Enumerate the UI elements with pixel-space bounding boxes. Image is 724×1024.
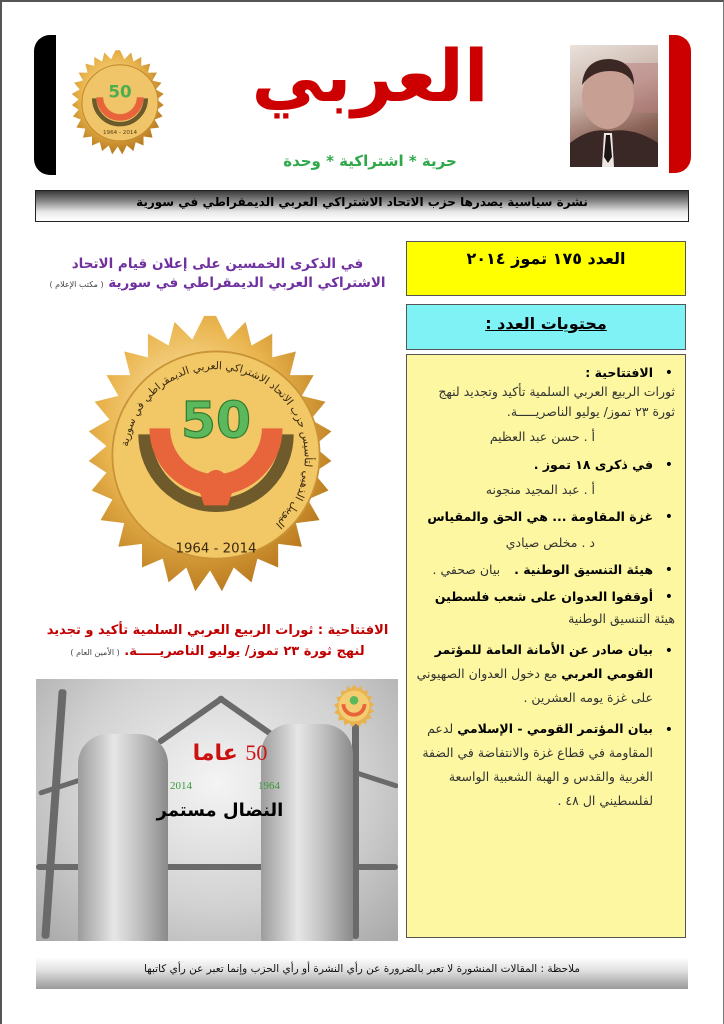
- disclaimer-text: ملاحظة : المقالات المنشورة لا تعبر بالضرورة عن رأي النشرة أو رأي الحزب وإنما تعبر عن رأي كاتبها: [143, 963, 581, 975]
- bullet-icon: •: [664, 562, 673, 578]
- poster-slogan: النضال مستمر: [156, 800, 284, 821]
- anniversary-credit: ( مكتب الإعلام ): [49, 279, 104, 289]
- bullet-icon: •: [664, 722, 673, 739]
- flag-bar-black: [34, 35, 56, 175]
- toc-title: بيان صادر عن الأمانة العامة للمؤتمر القومي العربي: [434, 642, 653, 681]
- toc-title: غزة المقاومة ... هي الحق والمقياس: [427, 509, 653, 525]
- seal-years: 1964 - 2014: [102, 130, 138, 137]
- contents-heading-text: محتويات العدد :: [485, 314, 607, 333]
- editorial-heading[interactable]: [40, 620, 395, 663]
- toc-author: د . مخلص صيادي: [505, 534, 595, 550]
- toc-desc: بيان صحفي .: [432, 562, 501, 577]
- toc-item[interactable]: [415, 363, 675, 421]
- poster-fifty-years: [170, 740, 290, 766]
- toc-item[interactable]: [415, 507, 675, 526]
- seal-number: 50: [108, 81, 132, 102]
- toc-source: هيئة التنسيق الوطنية: [568, 610, 675, 626]
- toc-item[interactable]: [415, 560, 675, 579]
- toc-title: الافتتاحية :: [585, 365, 653, 380]
- poster-bar: [157, 695, 226, 746]
- anniversary-heading: [40, 255, 395, 293]
- subtitle-banner: [35, 190, 689, 222]
- flag-bar-red: [669, 35, 691, 173]
- issue-number-box: [406, 241, 686, 296]
- seal-years: 1964 - 2014: [175, 541, 257, 557]
- poster-bar: [352, 719, 359, 939]
- poster-fifty-number: 50: [245, 740, 268, 765]
- portrait-figure-icon: [570, 45, 658, 167]
- toc-item[interactable]: [415, 455, 675, 474]
- disclaimer-banner: [36, 957, 688, 989]
- contents-heading: [406, 304, 686, 350]
- poster-fifty-word: عاما: [192, 741, 238, 766]
- toc-item[interactable]: [415, 587, 675, 606]
- poster-left-fist: [78, 734, 168, 941]
- bullet-icon: •: [664, 643, 673, 660]
- toc-item[interactable]: [415, 638, 675, 709]
- toc-title: في ذكرى ١٨ تموز .: [533, 456, 653, 472]
- masthead-slogan: حرية * اشتراكية * وحدة: [283, 152, 457, 170]
- toc-title: هيئة التنسيق الوطنية .: [514, 562, 653, 577]
- anniversary-heading-text: في الذكرى الخمسين على إعلان قيام الاتحاد الاشتراكي العربي الديمقراطي في سورية: [71, 256, 386, 291]
- toc-title: أوقفوا العدوان على شعب فلسطين: [434, 589, 653, 605]
- toc-desc: لدعم المقاومة في قطاع غزة والانتفاضة في الضفة الغربية والقدس و الهبة الشعبية الواسعة لفلسطيني ال ٤٨ .: [422, 721, 653, 808]
- poster-year-start: 1964: [258, 780, 280, 792]
- seal-number: 50: [180, 390, 252, 450]
- toc-author: أ . عبد المجيد منجونه: [485, 481, 595, 497]
- toc-title: بيان المؤتمر القومي - الإسلامي: [457, 721, 653, 737]
- toc-desc: مع دخول العدوان الصهيوني على غزة يومه العشرين .: [416, 665, 653, 705]
- table-of-contents: [406, 354, 686, 938]
- seal-ring-text: اليوبيل الذهبي لتأسيس حزب الاتحاد الاشتراكي العربي الديمقراطي في سورية: [117, 359, 315, 532]
- editorial-heading-text: الافتتاحية : ثورات الربيع العربي السلمية تأكيد و تجديد لنهج ثورة ٢٣ تموز/ يوليو الناصريـــــة.: [46, 623, 389, 660]
- bullet-icon: •: [664, 456, 673, 473]
- toc-author: أ . حسن عبد العظيم: [489, 429, 595, 445]
- editorial-credit: ( الأمين العام ): [70, 648, 120, 658]
- poster-years: [170, 780, 280, 792]
- portrait-photo: [570, 45, 658, 167]
- subtitle-text: نشرة سياسية يصدرها حزب الاتحاد الاشتراكي العربي الديمقراطي في سورية: [136, 195, 588, 209]
- poster-seal-icon: [330, 683, 378, 731]
- bullet-icon: •: [664, 589, 673, 606]
- masthead-title: العربي: [251, 34, 489, 118]
- bullet-icon: •: [664, 365, 673, 381]
- bullet-icon: •: [664, 509, 673, 526]
- golden-seal-icon: [64, 48, 176, 160]
- toc-item[interactable]: [415, 717, 675, 812]
- issue-label: العدد ١٧٥ تموز ٢٠١٤: [466, 249, 626, 268]
- poster-year-end: 2014: [170, 780, 192, 792]
- poster-bar: [41, 689, 66, 939]
- golden-jubilee-seal-icon: [68, 310, 364, 606]
- toc-desc: ثورات الربيع العربي السلمية تأكيد وتجديد لنهج ثورة ٢٣ تموز/ يوليو الناصريـــــة.: [438, 384, 675, 419]
